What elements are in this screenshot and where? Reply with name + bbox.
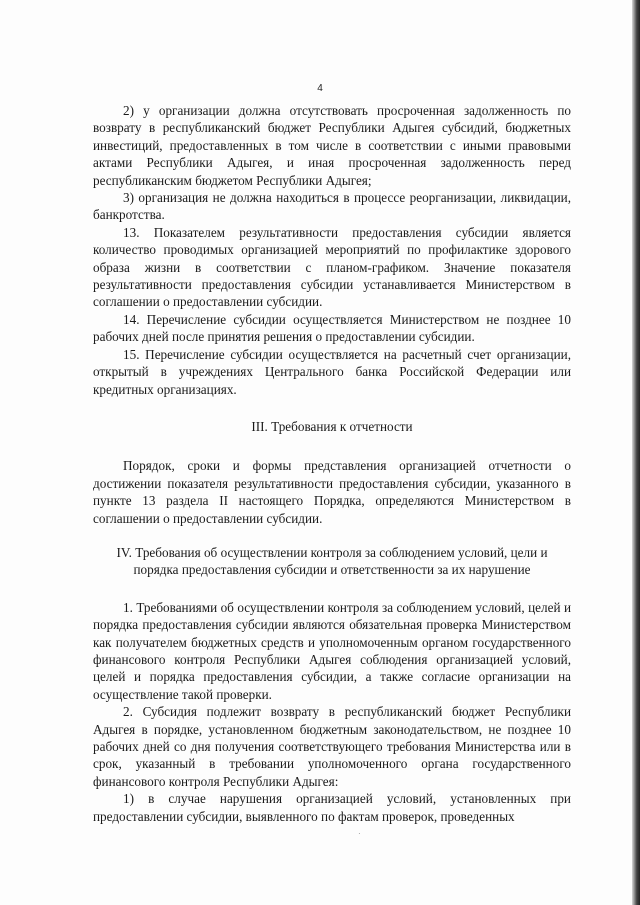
- section-4-title: IV. Требования об осуществлении контроля за соблюдением условий, цели и порядка предоставления субсидии и ответственности за их нарушение: [116, 544, 548, 578]
- paragraph-13: 13. Показателем результативности предоставления субсидии является количество проводимых организацией мероприятий по профилактике здорового образа жизни в соответствии с планом-графиком. Значение показателя результативности предоставления субсидии устанавливается Министерством в соглашении о предоставлении субсидии.: [93, 224, 571, 310]
- scan-edge-shadow: [632, 0, 640, 905]
- page-number: 4: [317, 83, 323, 94]
- paragraph-control-2-1: 1) в случае нарушения организацией условий, установленных при предоставлении субсидии, выявленного по фактам проверок, проведенных: [93, 791, 571, 824]
- document-body: [93, 102, 571, 825]
- paragraph-15: 15. Перечисление субсидии осуществляется на расчетный счет организации, открытый в учреждениях Центрального банка Российской Федерации или кредитных организациях.: [93, 346, 571, 397]
- paragraph-reporting: Порядок, сроки и формы представления организацией отчетности о достижении показателя результативности предоставления субсидии, указанного в пункте 13 раздела II настоящего Порядка, определяются Министерством в соглашении о предоставлении субсидии.: [93, 458, 571, 526]
- paragraph-14: 14. Перечисление субсидии осуществляется Министерством не позднее 10 рабочих дней после принятия решения о предоставлении субсидии.: [93, 311, 571, 345]
- paragraph-control-1: 1. Требованиями об осуществлении контроля за соблюдением условий, целей и порядка предоставления субсидии являются обязательная проверка Министерством как получателем бюджетных средств и уполномоченным органом государственного финансового контроля Республики Адыгея соблюдения организацией условий, целей и порядка предоставления субсидии, а также согласие организации на осуществление такой проверки.: [93, 599, 571, 702]
- paragraph-reorganization: 3) организация не должна находиться в процессе реорганизации, ликвидации, банкротства.: [93, 190, 571, 223]
- scan-speck: ·: [358, 829, 361, 838]
- section-3-title: III. Требования к отчетности: [251, 418, 413, 434]
- paragraph-control-2: 2. Субсидия подлежит возврату в республиканский бюджет Республики Адыгея в порядке, установленном бюджетным законодательством, не позднее 10 рабочих дней со дня получения соответствующего требования Министерства или в срок, указанный в требовании уполномоченного органа государственного финансового контроля Республики Адыгея:: [93, 704, 571, 789]
- paragraph-debt-requirement: 2) у организации должна отсутствовать просроченная задолженность по возврату в республиканский бюджет Республики Адыгея субсидий, бюджетных инвестиций, предоставленных в том числе в соответствии с иными правовыми актами Республики Адыгея, и иная просроченная задолженность перед республиканским бюджетом Республики Адыгея;: [93, 103, 571, 188]
